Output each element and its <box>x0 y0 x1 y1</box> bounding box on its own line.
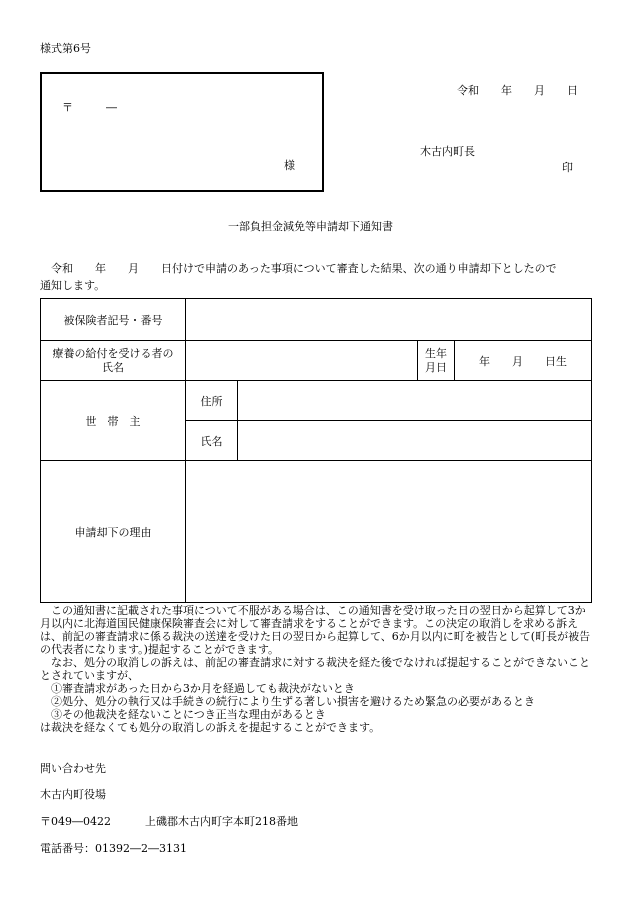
notes-item-2: ②処分、処分の執行又は手続きの続行により生ずる著しい損害を避けるため緊急の必要があるとき <box>51 695 535 708</box>
appeal-notes <box>40 604 592 734</box>
notes-paragraph-1: この通知書に記載された事項について不服がある場合は、この通知書を受け取った日の翌日から起算して3か月以内に北海道国民健康保険審査会に対して審査請求をすることができます。この決定の取消しを求める訴えは、前記の審査請求に係る裁決の送達を受けた日の翌日から起算して、6か月以内に町を被告として(町長が被告の代表者になります。)提起することができます。 <box>40 604 591 656</box>
contact-address: 上磯郡木古内町字本町218番地 <box>145 815 298 828</box>
notes-item-1: ①審査請求があった日から3か月を経過しても裁決がないとき <box>51 682 355 695</box>
household-address-value <box>238 381 592 421</box>
recipient-name-value <box>186 341 418 381</box>
intro-text <box>40 260 592 294</box>
notes-item-3: ③その他裁決を経ないことにつき正当な理由があるとき <box>51 708 326 721</box>
notes-paragraph-2: なお、処分の取消しの訴えは、前記の審査請求に対する裁決を経た後でなければ提起することができないこととされていますが、 <box>40 656 590 682</box>
notice-table <box>40 298 592 603</box>
insured-number-label: 被保険者記号・番号 <box>41 299 186 341</box>
birth-label-line-1: 生年 <box>425 346 447 360</box>
address-box <box>40 72 324 192</box>
birth-date-label <box>418 341 455 381</box>
household-head-label: 世 帯 主 <box>41 381 186 461</box>
rejection-reason-label: 申請却下の理由 <box>41 461 186 603</box>
recipient-label-line-2: 氏名 <box>102 360 124 374</box>
contact-phone: 電話番号：01392―2―3131 <box>40 842 187 855</box>
household-name-value <box>238 421 592 461</box>
contact-postal: 〒049―0422 <box>40 815 111 828</box>
form-number: 様式第6号 <box>40 42 91 55</box>
intro-line-1: 令和 年 月 日付けで申請のあった事項について審査した結果、次の通り申請却下としたので <box>51 262 557 275</box>
contact-office: 木古内町役場 <box>40 788 106 801</box>
recipient-name-label <box>41 341 186 381</box>
notes-paragraph-3: は裁決を経なくても処分の取消しの訴えを提起することができます。 <box>40 721 381 734</box>
rejection-reason-value <box>186 461 592 603</box>
insured-number-value <box>186 299 592 341</box>
household-address-label: 住所 <box>186 381 238 421</box>
birth-label-line-2: 月日 <box>425 360 447 374</box>
contact-heading: 問い合わせ先 <box>40 762 106 775</box>
birth-date-value: 年 月 日生 <box>455 341 592 381</box>
sama-label: 様 <box>284 159 295 172</box>
document-title: 一部負担金減免等申請却下通知書 <box>228 220 393 233</box>
sender-name: 木古内町長 <box>420 145 475 158</box>
postal-placeholder: 〒 ― <box>62 101 117 114</box>
household-name-label: 氏名 <box>186 421 238 461</box>
seal-label: 印 <box>562 161 573 174</box>
date-line: 令和 年 月 日 <box>457 84 578 97</box>
recipient-label-line-1: 療養の給付を受ける者の <box>52 346 174 360</box>
intro-line-2: 通知します。 <box>40 279 106 292</box>
